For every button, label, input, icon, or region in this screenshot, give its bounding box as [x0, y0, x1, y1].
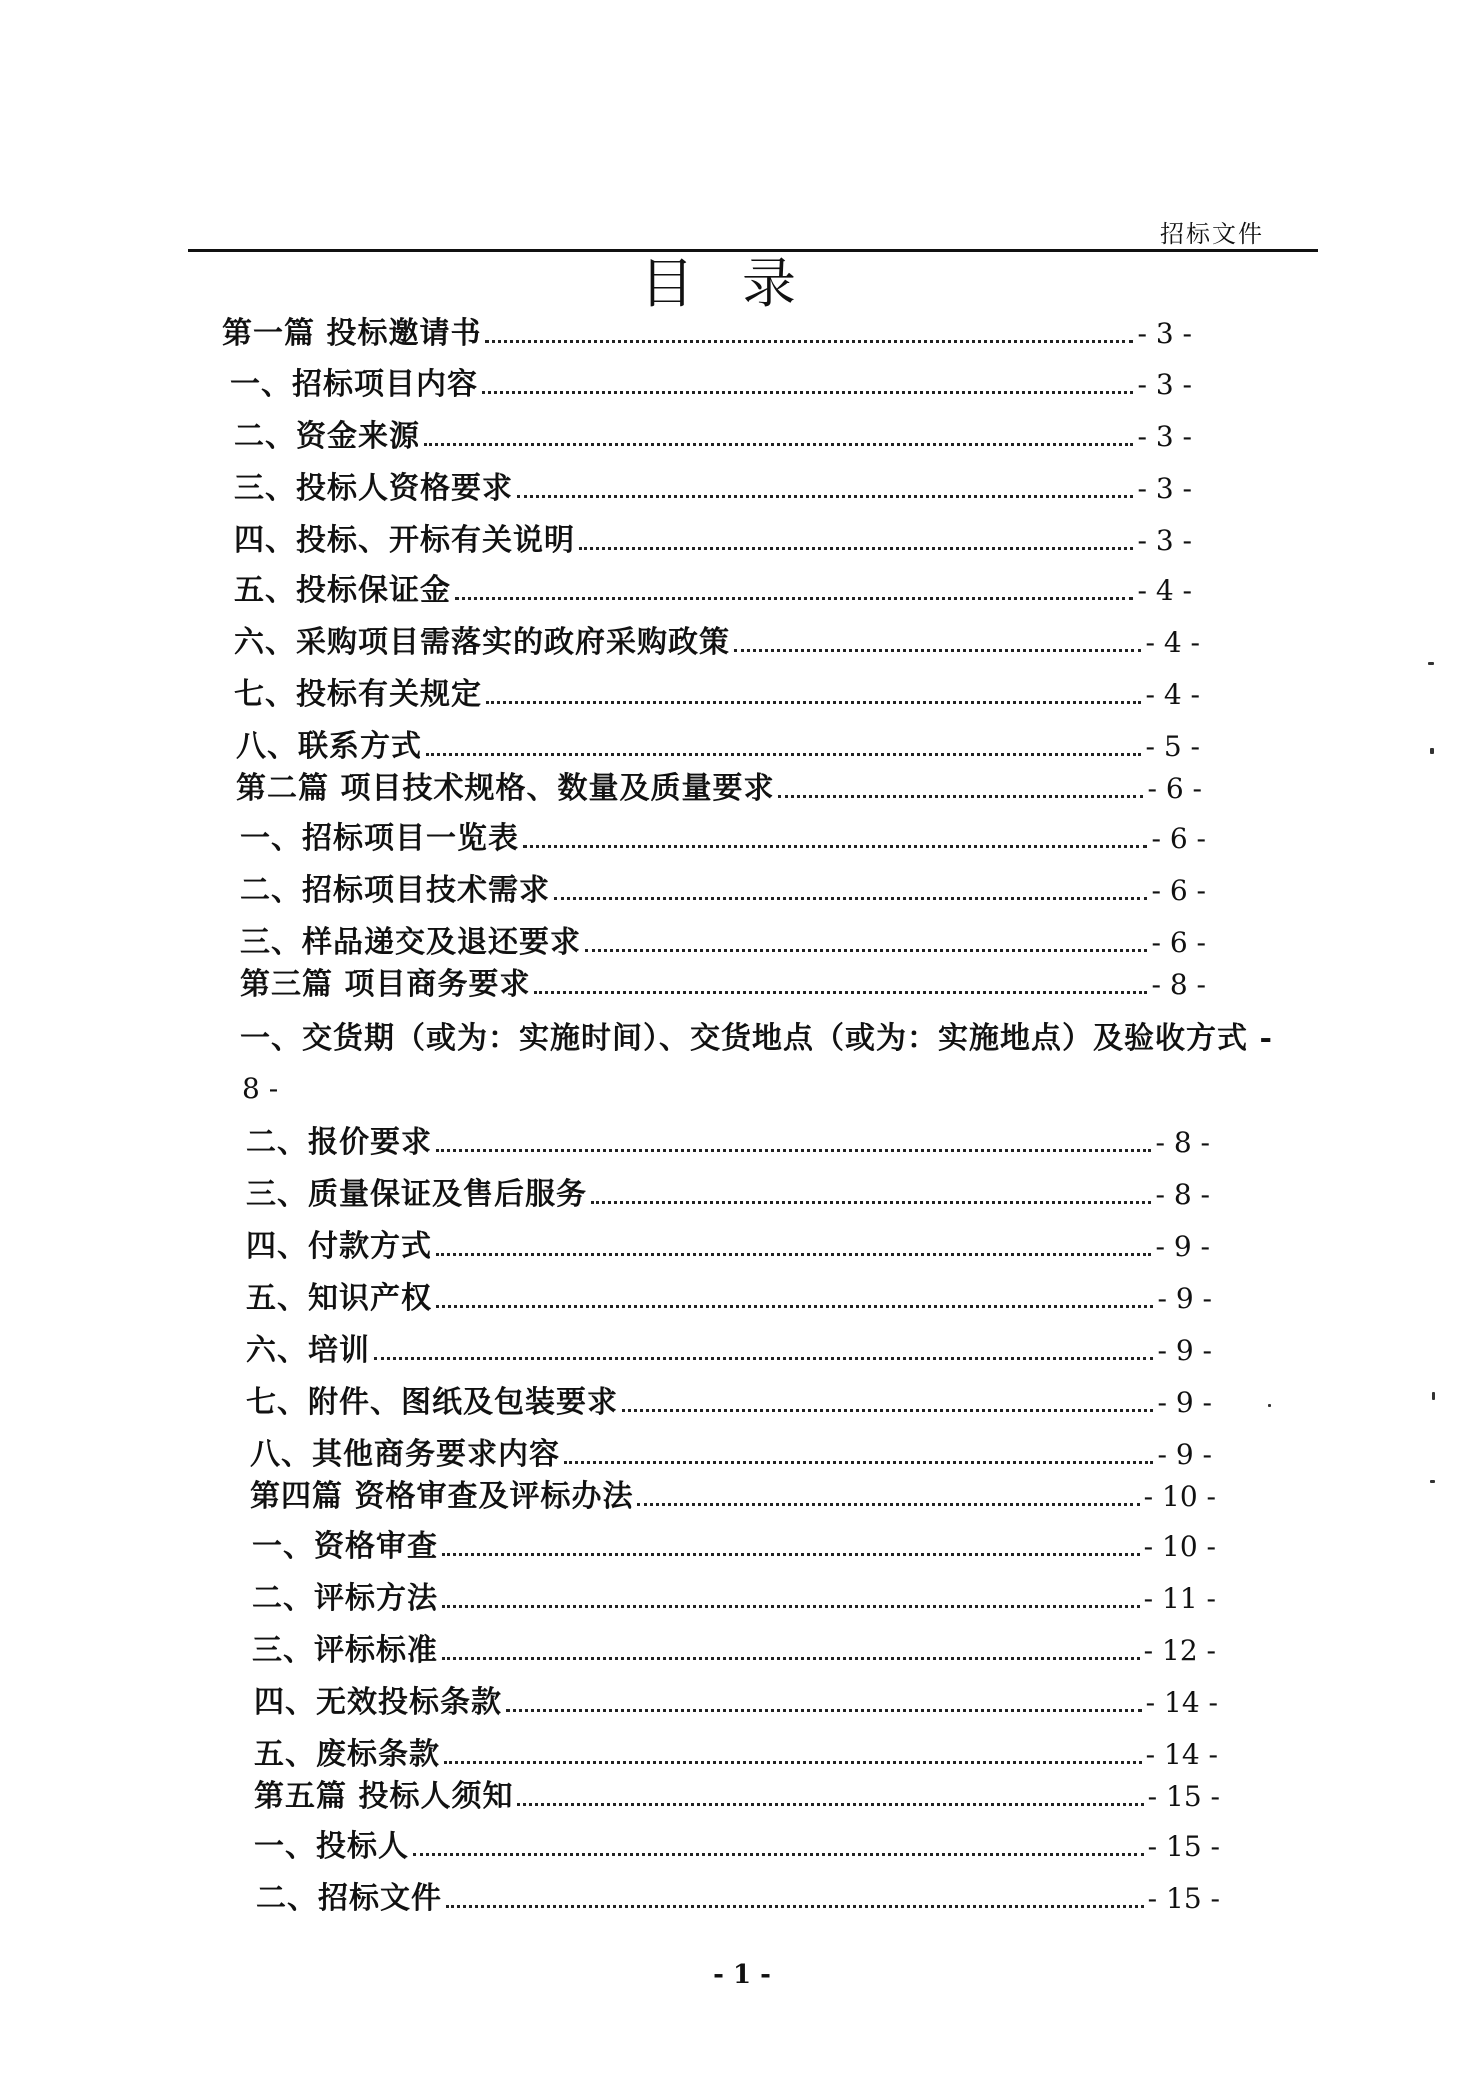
dot-leader [446, 1905, 1144, 1908]
dot-leader [517, 1803, 1143, 1806]
toc-entry-label: 三、投标人资格要求 [234, 471, 513, 506]
toc-entry[interactable] [246, 1166, 1210, 1212]
toc-entry[interactable] [252, 1570, 1216, 1616]
toc-entry-page: - 11 - [1143, 1582, 1216, 1615]
toc-chapter-entry[interactable] [240, 956, 1206, 1002]
toc-chapter-entry[interactable] [222, 305, 1192, 351]
toc-entry-label: 第五篇 投标人须知 [254, 1779, 514, 1814]
dot-leader [436, 1305, 1153, 1308]
toc-entry-label: 一、招标项目一览表 [240, 821, 519, 856]
dot-leader [485, 340, 1133, 343]
toc-entry[interactable] [246, 1322, 1212, 1368]
toc-entry-page: - 5 - [1145, 730, 1200, 763]
toc-entry[interactable] [246, 1270, 1212, 1316]
dot-leader [436, 1149, 1151, 1152]
dot-leader [374, 1357, 1153, 1360]
toc-entry-page: - 8 - [1155, 1178, 1210, 1211]
toc-entry-label: 第四篇 资格审查及评标办法 [250, 1479, 634, 1514]
toc-entry-label: 四、投标、开标有关说明 [234, 523, 575, 558]
dot-leader [442, 1553, 1140, 1556]
toc-entry[interactable] [230, 356, 1192, 402]
toc-entry[interactable] [252, 1622, 1216, 1668]
toc-chapter-entry[interactable] [250, 1468, 1216, 1514]
toc-entry-page: - 6 - [1151, 874, 1206, 907]
toc-entry-page: - 10 - [1143, 1480, 1216, 1513]
toc-entry-label: 四、无效投标条款 [254, 1685, 502, 1720]
dot-leader [442, 1605, 1140, 1608]
toc-entry-page: - 3 - [1137, 524, 1192, 557]
page-number: - 1 - [713, 1960, 771, 1990]
dot-leader [585, 949, 1147, 952]
toc-entry-label: 八、联系方式 [236, 729, 422, 764]
toc-entry-label: 八、其他商务要求内容 [250, 1437, 560, 1472]
page-header-label: 招标文件 [1160, 220, 1264, 248]
toc-entry-label: 七、附件、图纸及包装要求 [246, 1385, 618, 1420]
toc-entry-page: - 15 - [1147, 1780, 1220, 1813]
toc-entry[interactable] [246, 1374, 1212, 1420]
dot-leader [486, 701, 1141, 704]
toc-entry-label: 六、采购项目需落实的政府采购政策 [234, 625, 730, 660]
toc-entry-label: 第三篇 项目商务要求 [240, 967, 531, 1002]
dot-leader [591, 1201, 1151, 1204]
toc-entry-page: - 9 - [1157, 1282, 1212, 1315]
toc-entry[interactable] [236, 718, 1200, 764]
toc-chapter-entry[interactable] [236, 760, 1202, 806]
dot-leader [444, 1761, 1142, 1764]
dot-leader [436, 1253, 1151, 1256]
dot-leader [413, 1853, 1144, 1856]
toc-entry-page: - 8 - [1151, 968, 1206, 1001]
scan-speck [1430, 1480, 1435, 1483]
toc-entry-page: - 6 - [1151, 822, 1206, 855]
toc-entry-page: - 4 - [1145, 678, 1200, 711]
toc-entry-label: 二、报价要求 [246, 1125, 432, 1160]
toc-entry-label: 一、资格审查 [252, 1529, 438, 1564]
toc-entry[interactable] [246, 1218, 1210, 1264]
toc-entry[interactable] [240, 810, 1206, 856]
toc-entry[interactable] [254, 1818, 1220, 1864]
toc-entry-page: - 14 - [1145, 1686, 1218, 1719]
toc-entry-page: - 12 - [1143, 1634, 1216, 1667]
scan-speck [1432, 1392, 1435, 1400]
toc-entry[interactable] [234, 666, 1200, 712]
toc-entry-page: - 8 - [1155, 1126, 1210, 1159]
toc-entry-page: - 9 - [1157, 1334, 1212, 1367]
toc-entry-label: 四、付款方式 [246, 1229, 432, 1264]
toc-entry[interactable] [240, 862, 1206, 908]
toc-entry-page: - 9 - [1155, 1230, 1210, 1263]
dot-leader [426, 753, 1141, 756]
toc-entry-label: 五、知识产权 [246, 1281, 432, 1316]
toc-entry-label: 二、资金来源 [234, 419, 420, 454]
toc-title: 目录 [640, 252, 844, 315]
toc-entry-label: 五、废标条款 [254, 1737, 440, 1772]
toc-entry-page: - 3 - [1137, 420, 1192, 453]
toc-entry[interactable] [252, 1518, 1216, 1564]
toc-entry-label: 二、评标方法 [252, 1581, 438, 1616]
toc-entry-page: - 14 - [1145, 1738, 1218, 1771]
dot-leader [442, 1657, 1140, 1660]
toc-entry-page: - 3 - [1137, 472, 1192, 505]
toc-entry-label: 七、投标有关规定 [234, 677, 482, 712]
toc-entry-label: 六、培训 [246, 1333, 370, 1368]
dot-leader [579, 547, 1133, 550]
dot-leader [564, 1461, 1153, 1464]
toc-entry-wrapped-page: 8 - [242, 1072, 279, 1105]
toc-entry[interactable] [254, 1726, 1218, 1772]
toc-entry-page: - 4 - [1145, 626, 1200, 659]
toc-entry-page: - 10 - [1143, 1530, 1216, 1563]
toc-entry[interactable] [234, 408, 1192, 454]
scan-speck [1268, 1404, 1271, 1407]
scan-speck [1430, 748, 1434, 754]
toc-entry-page: - 3 - [1137, 317, 1192, 350]
toc-entry-page: - 4 - [1137, 574, 1192, 607]
toc-entry[interactable] [246, 1114, 1210, 1160]
dot-leader [424, 443, 1133, 446]
toc-entry-page: - 15 - [1147, 1882, 1220, 1915]
toc-entry-page: - 15 - [1147, 1830, 1220, 1863]
toc-entry-page: - 9 - [1157, 1438, 1212, 1471]
toc-entry-page: - 6 - [1151, 926, 1206, 959]
toc-entry-page: - 9 - [1157, 1386, 1212, 1419]
toc-entry-label: 三、样品递交及退还要求 [240, 925, 581, 960]
toc-entry[interactable] [234, 460, 1192, 506]
toc-entry[interactable] [240, 914, 1206, 960]
dot-leader [734, 649, 1141, 652]
toc-entry-page: - 6 - [1147, 772, 1202, 805]
toc-entry-label: 三、评标标准 [252, 1633, 438, 1668]
dot-leader [637, 1503, 1139, 1506]
toc-entry-label: 二、招标项目技术需求 [240, 873, 550, 908]
dot-leader [517, 495, 1133, 498]
toc-entry[interactable] [250, 1426, 1212, 1472]
dot-leader [482, 391, 1133, 394]
toc-entry-label: 三、质量保证及售后服务 [246, 1177, 587, 1212]
toc-entry-label: 一、投标人 [254, 1829, 409, 1864]
dot-leader [554, 897, 1147, 900]
toc-entry-wrapped-line-1[interactable]: 一、交货期（或为：实施时间）、交货地点（或为：实施地点）及验收方式 - [240, 1021, 1273, 1056]
dot-leader [778, 795, 1143, 798]
scan-speck [1428, 662, 1434, 665]
toc-entry[interactable] [254, 1674, 1218, 1720]
toc-entry[interactable] [234, 562, 1192, 608]
dot-leader [534, 991, 1147, 994]
toc-entry-label: 二、招标文件 [256, 1881, 442, 1916]
dot-leader [622, 1409, 1153, 1412]
toc-entry-page: - 3 - [1137, 368, 1192, 401]
toc-entry-label: 五、投标保证金 [234, 573, 451, 608]
toc-entry-label: 一、招标项目内容 [230, 367, 478, 402]
toc-chapter-entry[interactable] [254, 1768, 1220, 1814]
toc-entry-label: 第一篇 投标邀请书 [222, 316, 482, 351]
dot-leader [523, 845, 1147, 848]
dot-leader [506, 1709, 1142, 1712]
toc-entry[interactable] [234, 614, 1200, 660]
dot-leader [455, 597, 1133, 600]
toc-entry[interactable] [256, 1870, 1220, 1916]
toc-entry-label: 第二篇 项目技术规格、数量及质量要求 [236, 771, 775, 806]
toc-entry[interactable] [234, 512, 1192, 558]
